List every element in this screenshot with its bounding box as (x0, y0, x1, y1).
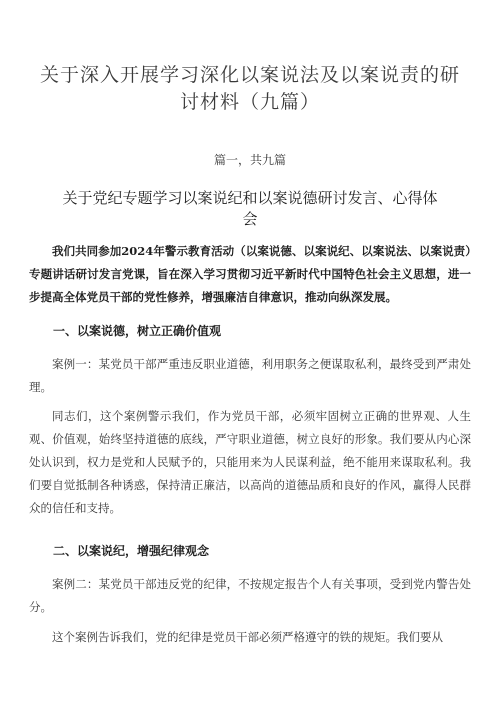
section-heading-2: 二、以案说纪，增强纪律观念 (53, 544, 210, 558)
body-paragraph-1: 同志们，这个案例警示我们，作为党员干部，必须牢固树立正确的世界观、人生观、价值观，始终坚持道德的底线，严守职业道德，树立良好的形象。我们要从内心深处认识到，权力是党和人民赋予的，只能用来为人民谋利益，绝不能用来谋取私利。我们要自觉抵制各种诱惑，保持清正廉洁，以高尚的道德品质和良好的作风，赢得人民群众的信任和支持。 (29, 409, 471, 515)
intro-paragraph: 我们共同参加2024年警示教育活动（以案说德、以案说纪、以案说法、以案说责）专题讲话研讨发言党课，旨在深入学习贯彻习近平新时代中国特色社会主义思想，进一步提高全体党员干部的党性修养，增强廉洁自律意识，推动向纵深发展。 (29, 244, 471, 304)
body-paragraph-2: 这个案例告诉我们，党的纪律是党员干部必须严格遵守的铁的规矩。我们要从 (52, 630, 443, 644)
case-paragraph-1: 案例一：某党员干部严重违反职业道德，利用职务之便谋取私利，最终受到严肃处理。 (29, 357, 471, 394)
section-heading-1: 一、以案说德，树立正确价值观 (53, 324, 222, 338)
case-paragraph-2: 案例二：某党员干部违反党的纪律，不按规定报告个人有关事项，受到党内警告处分。 (29, 577, 471, 614)
document-title: 关于深入开展学习深化以案说法及以案说责的研讨材料（九篇） (40, 64, 461, 113)
document-subtitle: 篇一，共九篇 (213, 153, 286, 167)
article-heading: 关于党纪专题学习以案说纪和以案说德研讨发言、心得体会 (62, 189, 438, 228)
